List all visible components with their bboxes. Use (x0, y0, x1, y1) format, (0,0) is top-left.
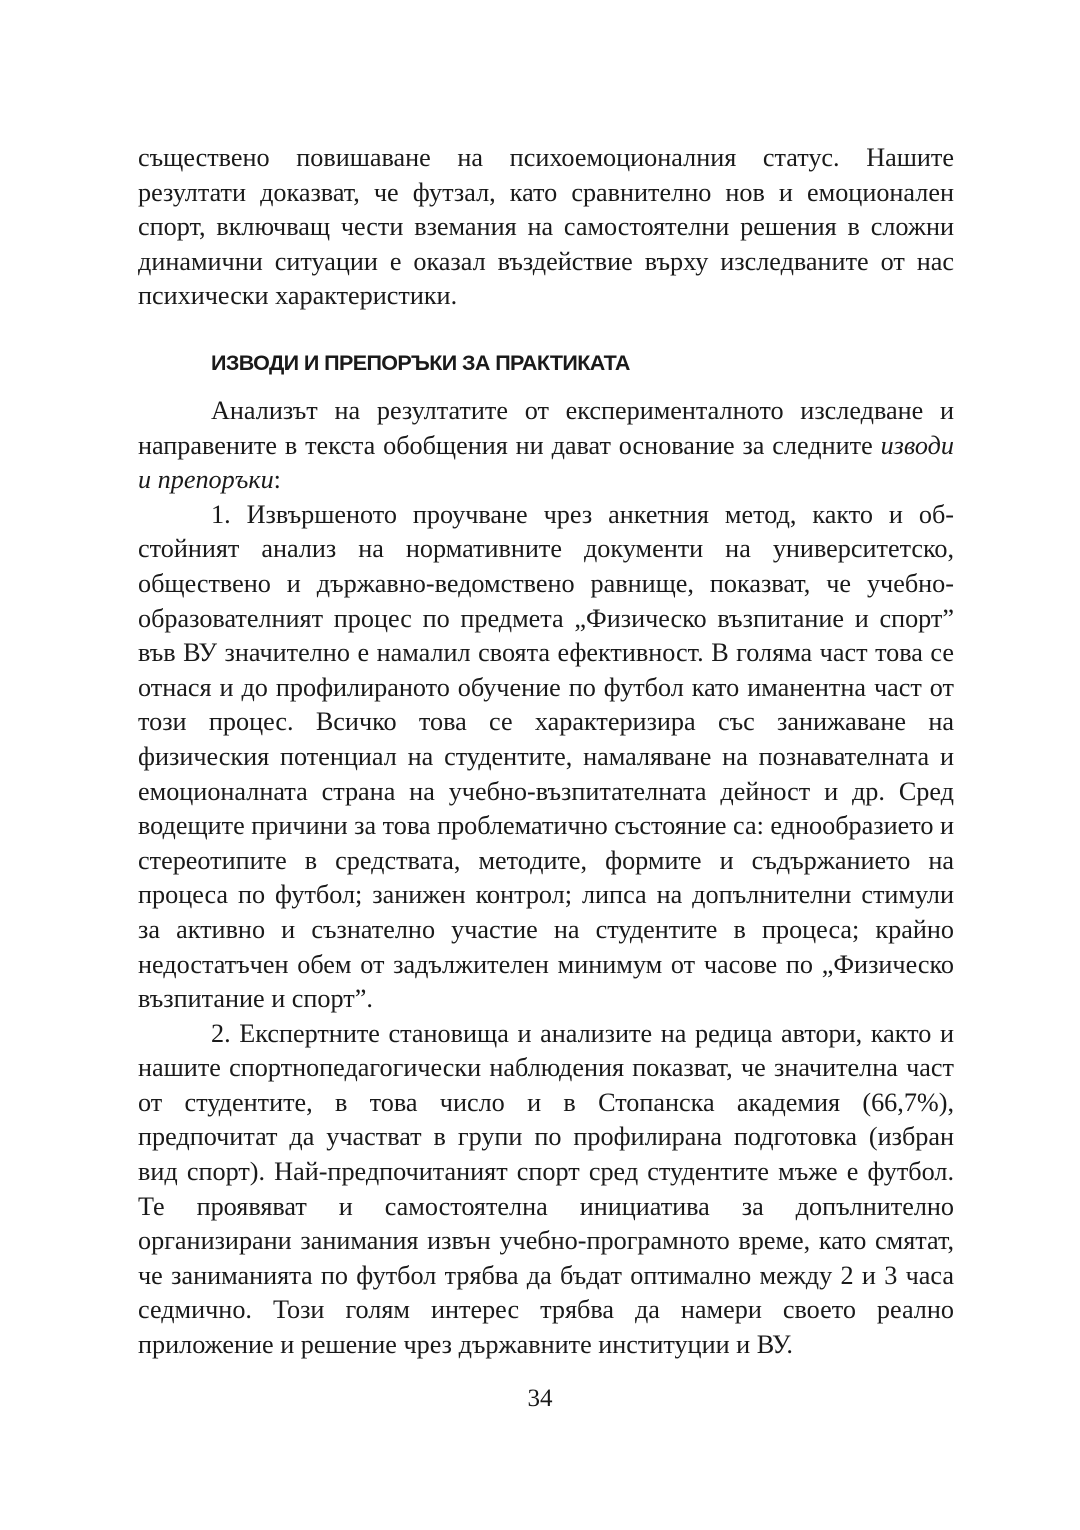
intro-text-block (138, 141, 954, 314)
lead-text: Анализът на резултатите от експерименталното изследване и направените в текста обобщения ни дават основание за следните (138, 396, 954, 460)
lead-paragraph (138, 394, 954, 498)
section-heading: ИЗВОДИ И ПРЕПОРЪКИ ЗА ПРАКТИКАТА (211, 351, 630, 375)
lead-end: : (273, 465, 281, 495)
lead-italic-phrase: изводи и препоръки (138, 430, 954, 495)
page-number: 34 (527, 1385, 553, 1412)
conclusion-item-2: 2. Експертните становища и анализите на редица автори, както и нашите спортнопедагогически наблюдения показват, че значителна част от студентите, в това число и в Стопанска академия (66,7%), предпочитат да участват в групи по профилирана подготовка (избран вид спорт). Най-предпочитаният спорт сред студентите мъже е футбол. Те проявяват и самостоятелна инициатива за допълнително организирани занимания извън учебно-програмното време, като смятат, че заниманията по футбол трябва да бъдат оптимално между 2 и 3 часа седмично. Този голям интерес трябва да намери своето реално приложение и решение чрез държавните институции и ВУ. (138, 1018, 954, 1360)
intro-paragraph: съществено повишаване на психоемоционалния статус. Нашите резултати доказват, че футзал, като сравнително нов и емоционален спорт, включващ чести вземания на самостоятелни решения в сложни динамични ситуации е оказал въздействие върху изследваните от нас психически характеристики. (138, 143, 954, 311)
conclusion-item-1: 1. Извършеното проучване чрез анкетния метод, както и обстойният анализ на нормативните документи на университетско, обществено и държавно-ведомствено равнище, показват, че учебно-образователният процес по предмета „Физическо възпитание и спорт” във ВУ значително е намалил своята ефективност. В голяма част това се отнася и до профилираното обучение по футбол като иманентна част от този процес. Всичко това се характеризира със занижаване на физическия потенциал на студентите, намаляване на познавателната и емоционалната страна на учебно-възпитателната дейност и др. Сред водещите причини за това проблематично състояние са: еднообразието и стереотипите в средствата, методите, формите и съдържанието на процеса по футбол; занижен контрол; липса на допълнителни стимули за активно и съзнателно участие на студентите в процеса; крайно недостатъчен обем от задължителен минимум от часове по „Физическо възпитание и спорт”. (138, 499, 954, 1014)
main-text-block (138, 394, 954, 1363)
